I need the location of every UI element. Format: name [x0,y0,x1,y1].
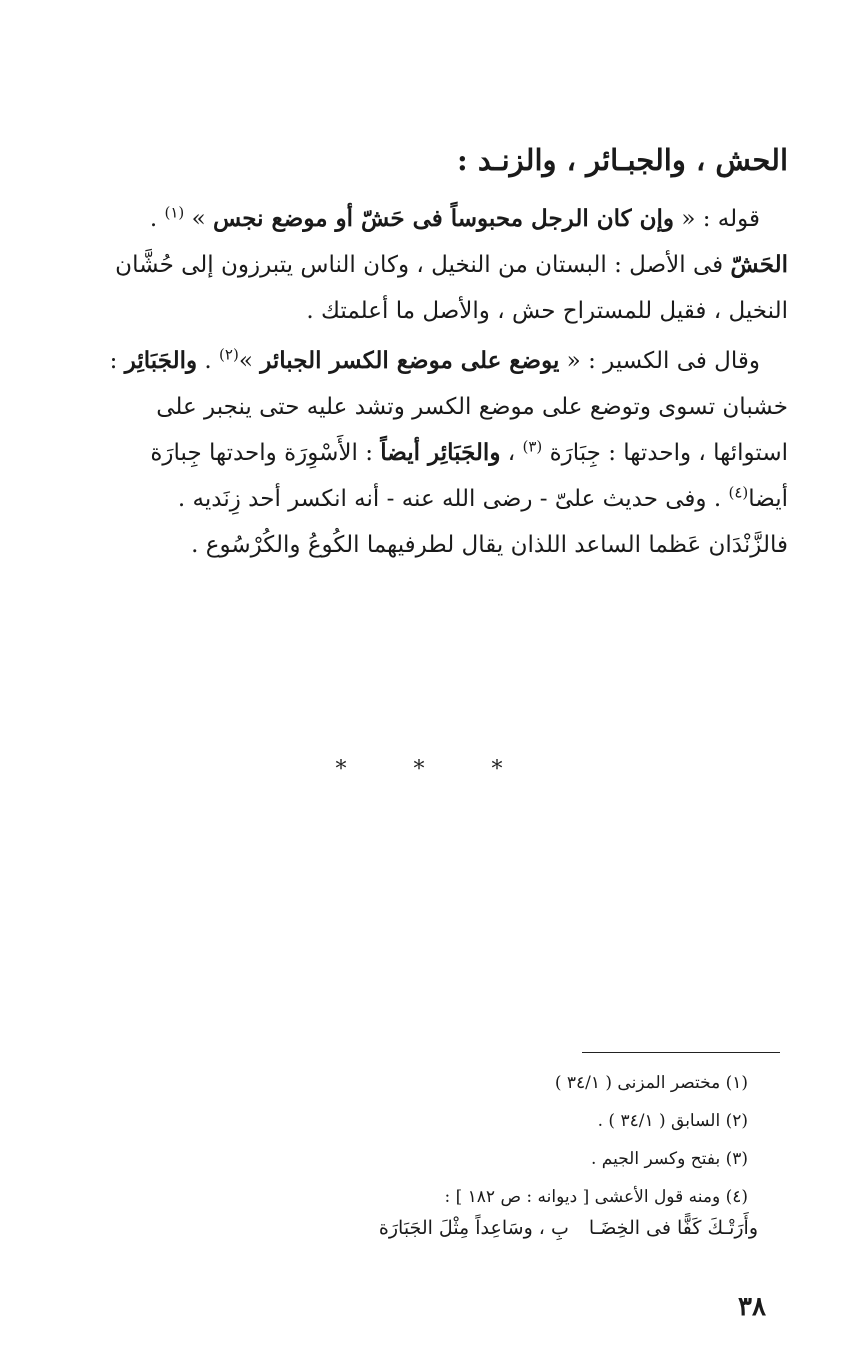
footnote-ref-4[interactable]: (٤) [728,483,749,502]
paragraph-line [78,430,788,476]
text-run: . وفى حديث علىّ - رضى الله عنه - أنه انكسر أحد زِنَديه . [177,486,729,512]
footnote-ref-1[interactable]: (١) [164,203,185,222]
footnote-ref-3[interactable]: (٣) [522,437,543,456]
quoted-text: وإن كان الرجل محبوساً فى حَشّ أو موضع نجس [212,205,675,232]
term-text: الحَشّ [730,251,788,278]
page-number: ٣٨ [738,1292,766,1322]
footnote-2: (٢) السابق ( ٣٤/١ ) . [597,1111,748,1131]
footnote-3: (٣) بفتح وكسر الجيم . [590,1149,748,1169]
paragraph-line: فالزَّنْدَان عَظما الساعد اللذان يقال لطرفيهما الكُوعُ والكُرْسُوع . [191,532,788,558]
text-run: أيضا [748,486,788,512]
paragraph-line [78,338,788,384]
paragraph-line [78,196,788,242]
text-run: : [109,348,125,374]
footnote-divider [582,1052,780,1053]
paragraph-jabair [78,338,788,568]
text-run: وقال فى الكسير : « [559,348,760,374]
footnote-4: (٤) ومنه قول الأعشى [ ديوانه : ص ١٨٢ ] : [444,1187,748,1207]
verse-hemistich-1: وأَرَتْـكَ كَفًّا فى الخِضَـا [588,1217,758,1239]
paragraph-line: النخيل ، فقيل للمستراح حش ، والأصل ما أعلمتك . [306,298,788,324]
text-run: : الأَسْوِرَة واحدتها جِبارَة [150,440,381,466]
paragraph-hash [78,196,788,334]
section-heading: الحش ، والجبـائر ، والزنـد : [457,143,788,177]
text-run: قوله : « [674,206,760,232]
paragraph-line [78,242,788,288]
footnote-ref-2[interactable]: (٢) [219,345,239,364]
section-separator: * * * [335,757,533,782]
text-run: . [149,206,165,232]
term-text: والجَبَائِر أيضاً [380,439,501,466]
text-run: » [238,348,261,374]
text-run: فى الأصل : البستان من النخيل ، وكان الناس يتبرزون إلى حُشَّان [115,252,731,278]
paragraph-line [78,476,788,522]
footnotes-block [148,1064,748,1216]
text-run: ، [500,440,523,466]
quoted-text: يوضع على موضع الكسر الجبائر [260,347,560,374]
text-run: » [184,206,213,232]
paragraph-line: خشبان تسوى وتوضع على موضع الكسر وتشد عليه حتى ينجبر على [156,394,788,420]
verse-hemistich-2: بِ ، وسَاعِداً مِثْلَ الجَبَارَة [378,1217,569,1239]
poetry-verse [198,1210,758,1246]
text-run: استوائها ، واحدتها : جِبَارَة [542,440,788,466]
term-text: والجَبَائِر [124,347,198,374]
footnote-1: (١) مختصر المزنى ( ٣٤/١ ) [554,1073,748,1093]
text-run: . [197,348,220,374]
